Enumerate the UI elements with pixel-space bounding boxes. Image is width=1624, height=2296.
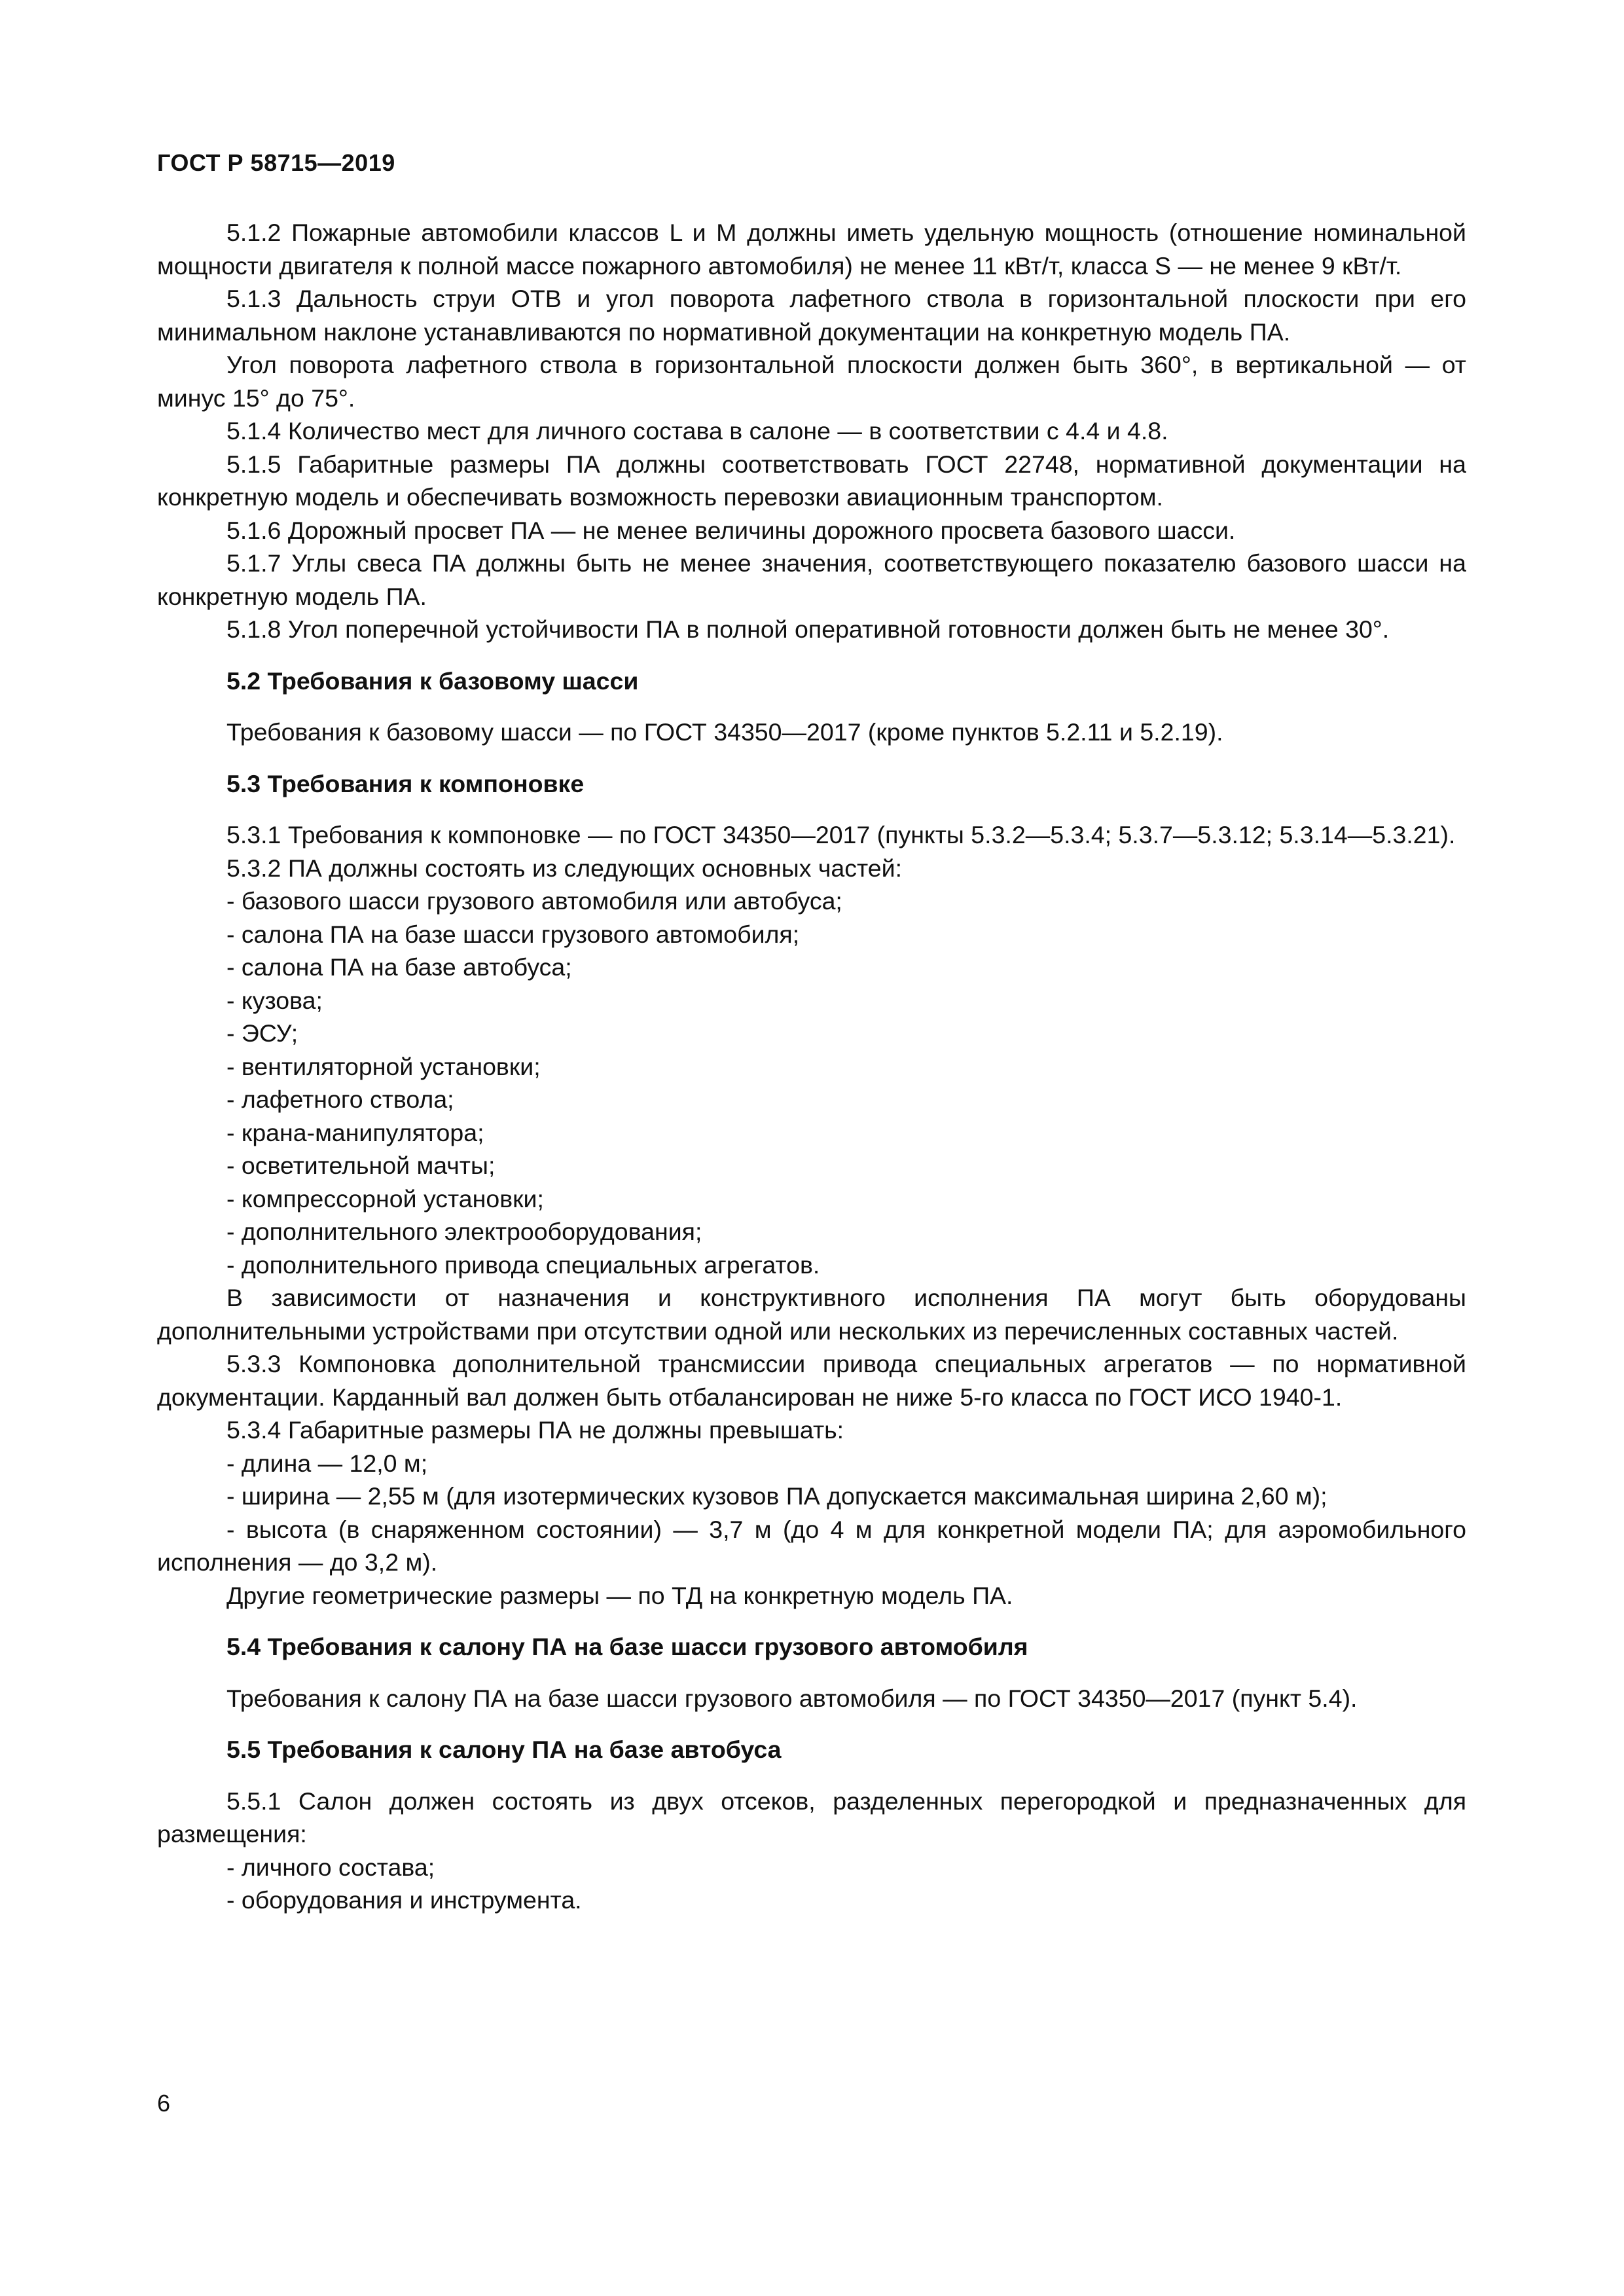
section-heading-5-4: 5.4 Требования к салону ПА на базе шасси грузового автомобиля (226, 1633, 1028, 1660)
paragraph-5-3-1: 5.3.1 Требования к компоновке — по ГОСТ 34350—2017 (пункты 5.3.2—5.3.4; 5.3.7—5.3.12; 5.3.14—5.3.21). (226, 821, 1456, 848)
list-item: - лафетного ствола; (226, 1085, 454, 1113)
list-item-height: - высота (в снаряженном состоянии) — 3,7 м (до 4 м для конкретной модели ПА; для аэромобильного исполнения — до 3,2 м). (157, 1515, 1466, 1576)
paragraph-5-3-4: 5.3.4 Габаритные размеры ПА не должны превышать: (226, 1416, 844, 1444)
paragraph-5-1-5: 5.1.5 Габаритные размеры ПА должны соответствовать ГОСТ 22748, нормативной документации на конкретную модель и обеспечивать возможность перевозки авиационным транспортом. (157, 450, 1466, 511)
paragraph-5-3-2-note: В зависимости от назначения и конструктивного исполнения ПА могут быть оборудованы дополнительными устройствами при отсутствии одной или нескольких из перечисленных составных частей. (157, 1284, 1466, 1345)
paragraph-5-1-3: 5.1.3 Дальность струи ОТВ и угол поворота лафетного ствола в горизонтальной плоскости при его минимальном наклоне устанавливаются по нормативной документации на конкретную модель ПА. (157, 285, 1466, 346)
list-item: - оборудования и инструмента. (226, 1886, 582, 1914)
list-item: - ширина — 2,55 м (для изотермических кузовов ПА допускается максимальная ширина 2,60 м); (226, 1482, 1327, 1510)
list-item: - ЭСУ; (226, 1019, 298, 1047)
list-item: - кузова; (226, 986, 323, 1014)
document-header: ГОСТ Р 58715—2019 (157, 149, 395, 176)
paragraph-5-3-3: 5.3.3 Компоновка дополнительной трансмиссии привода специальных агрегатов — по нормативной документации. Карданный вал должен быть отбалансирован не ниже 5-го класса по ГОСТ ИСО 1940-1. (157, 1350, 1466, 1411)
section-heading-5-5: 5.5 Требования к салону ПА на базе автобуса (226, 1736, 782, 1763)
page-number: 6 (157, 2090, 171, 2117)
paragraph-5-5-1: 5.5.1 Салон должен состоять из двух отсеков, разделенных перегородкой и предназначенных для размещения: (157, 1787, 1466, 1848)
list-item: - базового шасси грузового автомобиля или автобуса; (226, 887, 842, 915)
list-item: - личного состава; (226, 1853, 435, 1881)
paragraph-5-4: Требования к салону ПА на базе шасси грузового автомобиля — по ГОСТ 34350—2017 (пункт 5.4). (226, 1684, 1358, 1712)
paragraph-5-1-6: 5.1.6 Дорожный просвет ПА — не менее величины дорожного просвета базового шасси. (226, 516, 1236, 544)
list-item: - салона ПА на базе шасси грузового автомобиля; (226, 920, 800, 948)
paragraph-5-1-4: 5.1.4 Количество мест для личного состава в салоне — в соответствии с 4.4 и 4.8. (226, 417, 1168, 445)
list-item: - осветительной мачты; (226, 1152, 496, 1179)
section-heading-5-3: 5.3 Требования к компоновке (226, 769, 585, 797)
list-item: - компрессорной установки; (226, 1184, 544, 1212)
document-body (157, 216, 1466, 1917)
section-heading-5-2: 5.2 Требования к базовому шасси (226, 666, 639, 695)
list-item: - длина — 12,0 м; (226, 1449, 428, 1477)
list-item: - дополнительного электрооборудования; (226, 1218, 702, 1245)
paragraph-5-1-7: 5.1.7 Углы свеса ПА должны быть не менее значения, соответствующего показателю базового шасси на конкретную модель ПА. (157, 549, 1466, 610)
list-item: - вентиляторной установки; (226, 1052, 541, 1080)
paragraph-5-1-8: 5.1.8 Угол поперечной устойчивости ПА в полной оперативной готовности должен быть не менее 30°. (226, 615, 1390, 643)
paragraph-5-1-2: 5.1.2 Пожарные автомобили классов L и M должны иметь удельную мощность (отношение номинальной мощности двигателя к полной массе пожарного автомобиля) не менее 11 кВт/т, класса S — не менее 9 кВт/т. (157, 219, 1466, 280)
paragraph-5-3-2: 5.3.2 ПА должны состоять из следующих основных частей: (226, 854, 902, 882)
paragraph-5-2: Требования к базовому шасси — по ГОСТ 34350—2017 (кроме пунктов 5.2.11 и 5.2.19). (226, 718, 1223, 746)
list-item: - дополнительного привода специальных агрегатов. (226, 1250, 820, 1279)
paragraph-5-1-3-angle: Угол поворота лафетного ствола в горизонтальной плоскости должен быть 360°, в вертикальной — от минус 15° до 75°. (157, 351, 1466, 412)
list-item: - салона ПА на базе автобуса; (226, 953, 572, 981)
paragraph-5-3-4-other: Другие геометрические размеры — по ТД на конкретную модель ПА. (226, 1581, 1013, 1609)
list-item: - крана-манипулятора; (226, 1118, 484, 1146)
